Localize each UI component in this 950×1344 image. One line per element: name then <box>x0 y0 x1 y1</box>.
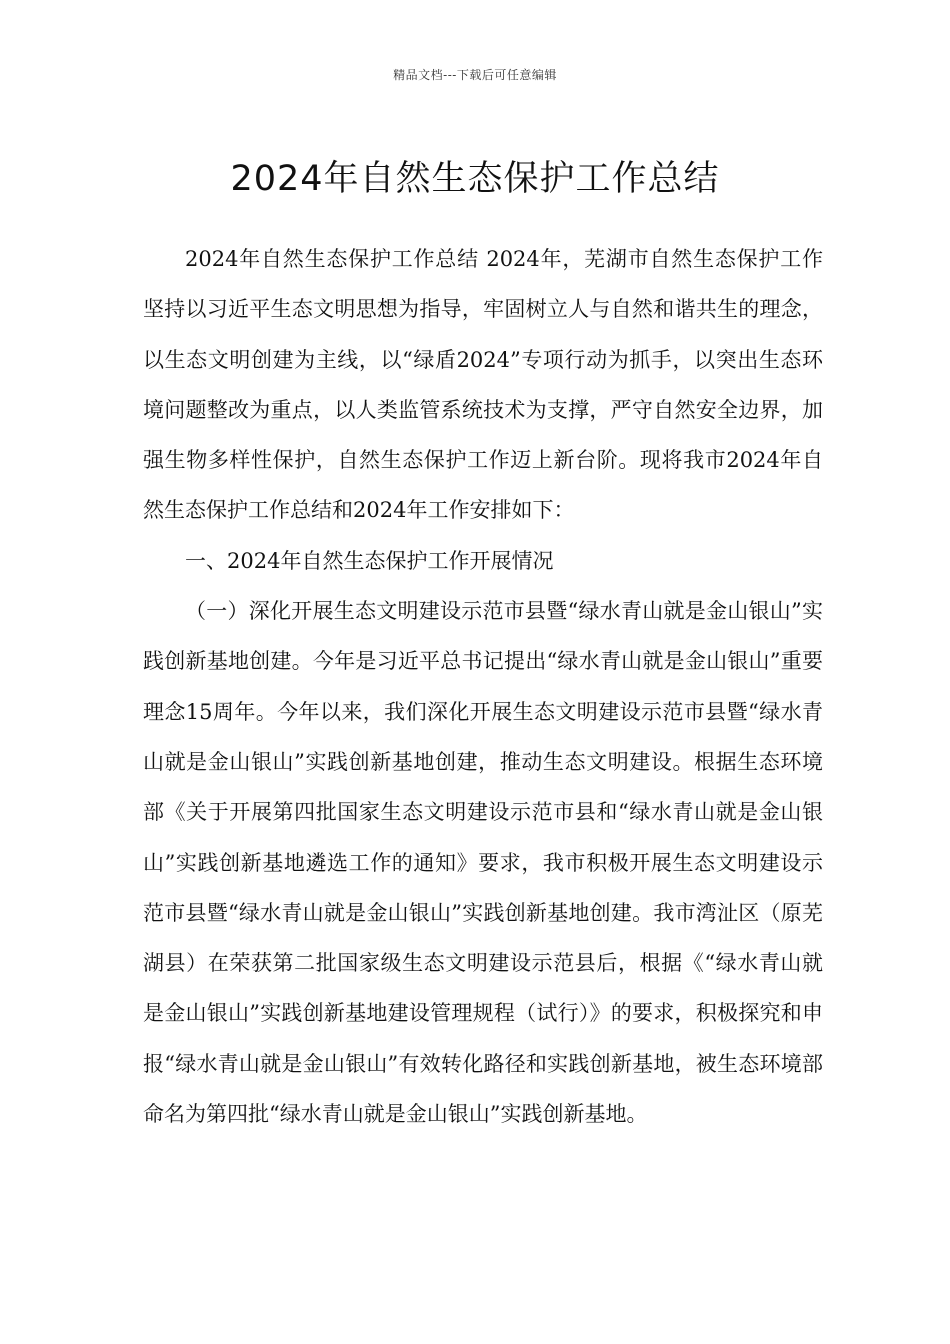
paragraph-item-1: （一）深化开展生态文明建设示范市县暨“绿水青山就是金山银山”实践创新基地创建。今年是习近平总书记提出“绿水青山就是金山银山”重要理念15周年。今年以来，我们深化开展生态文明建设示范市县暨“绿水青山就是金山银山”实践创新基地创建，推动生态文明建设。根据生态环境部《关于开展第四批国家生态文明建设示范市县和“绿水青山就是金山银山”实践创新基地遴选工作的通知》要求，我市积极开展生态文明建设示范市县暨“绿水青山就是金山银山”实践创新基地创建。我市湾沚区（原芜湖县）在荣获第二批国家级生态文明建设示范县后，根据《“绿水青山就是金山银山”实践创新基地建设管理规程（试行）》的要求，积极探究和申报“绿水青山就是金山银山”有效转化路径和实践创新基地，被生态环境部命名为第四批“绿水青山就是金山银山”实践创新基地。 <box>143 599 823 1127</box>
header-note: 精品文档---下载后可任意编辑 <box>393 68 557 82</box>
paragraph-intro: 2024年自然生态保护工作总结 2024年，芜湖市自然生态保护工作坚持以习近平生态文明思想为指导，牢固树立人与自然和谐共生的理念，以生态文明创建为主线，以“绿盾2024”专项行动为抓手，以突出生态环境问题整改为重点，以人类监管系统技术为支撑，严守自然安全边界，加强生物多样性保护，自然生态保护工作迈上新台阶。现将我市2024年自然生态保护工作总结和2024年工作安排如下： <box>143 247 823 523</box>
section-heading: 一、2024年自然生态保护工作开展情况 <box>185 548 554 573</box>
document-title: 2024年自然生态保护工作总结 <box>230 159 720 200</box>
document-body <box>143 234 823 1139</box>
